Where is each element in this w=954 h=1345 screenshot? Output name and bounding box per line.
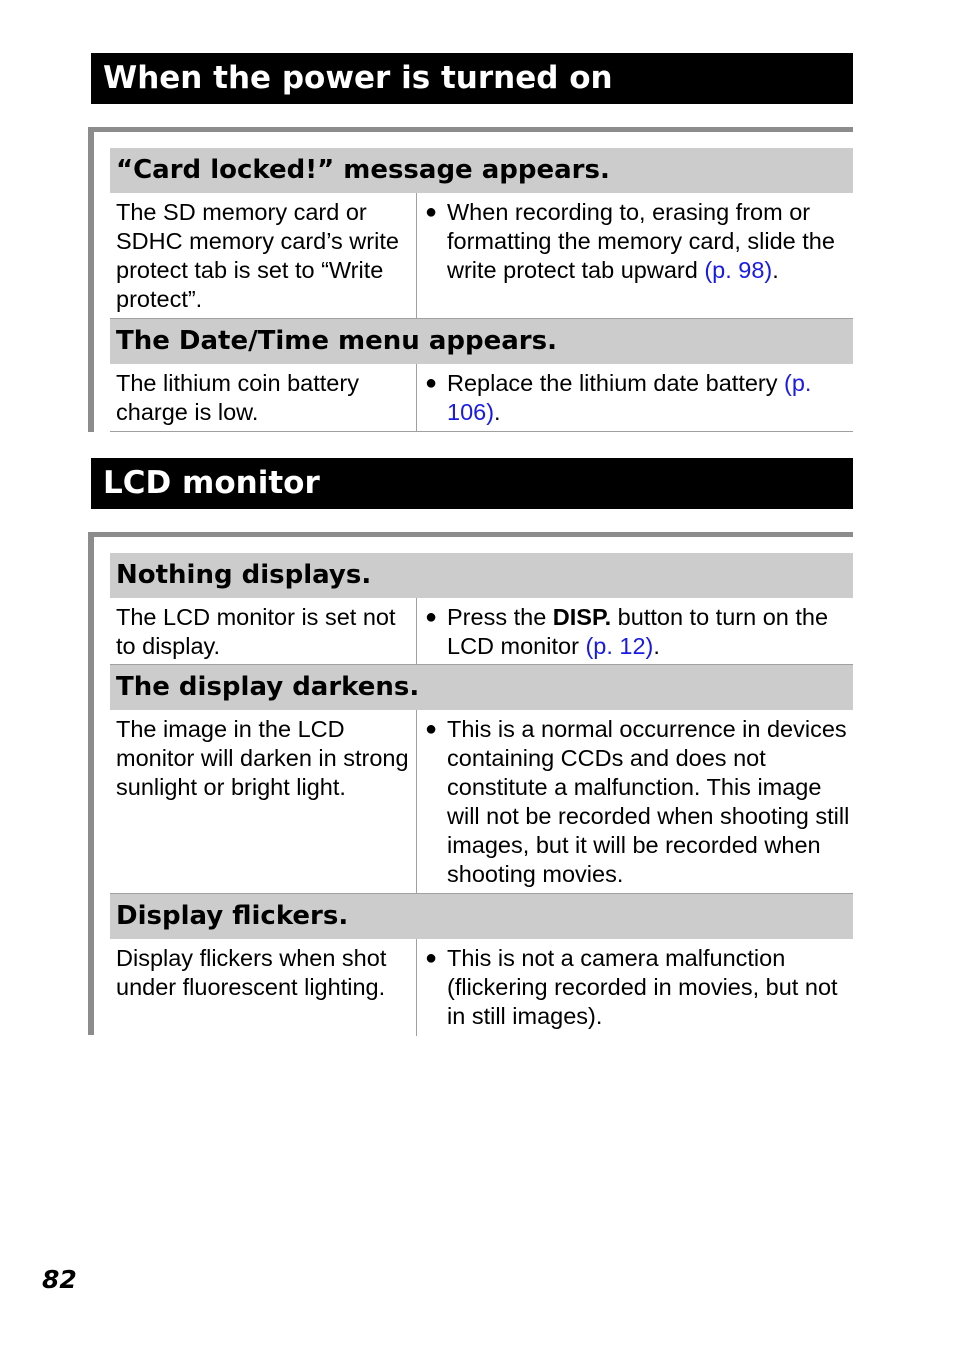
problem-heading: “Card locked!” message appears. bbox=[110, 148, 853, 193]
page-link[interactable]: (p. 12) bbox=[585, 633, 654, 659]
remedy-text: This is not a camera malfunction (flickering recorded in movies, but not in still images). bbox=[447, 945, 838, 1029]
cause-text: The image in the LCD monitor will darken in strong sunlight or bright light. bbox=[110, 710, 417, 893]
problem-heading: Nothing displays. bbox=[110, 553, 853, 598]
cause-text: The lithium coin battery charge is low. bbox=[110, 364, 417, 431]
remedy-cell bbox=[417, 598, 853, 664]
problem-heading: The Date/Time menu appears. bbox=[110, 319, 853, 364]
section-title-lcd: LCD monitor bbox=[91, 458, 853, 509]
problem-row bbox=[110, 193, 853, 319]
problem-heading: The display darkens. bbox=[110, 665, 853, 710]
problem-row bbox=[110, 710, 853, 894]
bullet-icon: ● bbox=[425, 372, 438, 394]
problem-heading: Display flickers. bbox=[110, 894, 853, 939]
section-title-power: When the power is turned on bbox=[91, 53, 853, 104]
bullet-icon: ● bbox=[425, 201, 438, 223]
troubleshooting-table-lcd bbox=[110, 553, 853, 1036]
cause-text: Display flickers when shot under fluorescent lighting. bbox=[110, 939, 417, 1036]
remedy-cell bbox=[417, 710, 853, 893]
page-link[interactable]: (p. 98) bbox=[704, 257, 773, 283]
remedy-text: Replace the lithium date battery (p. 106). bbox=[447, 370, 812, 425]
remedy-cell bbox=[417, 193, 853, 318]
remedy-cell bbox=[417, 364, 853, 431]
remedy-text: Press the DISP. button to turn on the LCD monitor (p. 12). bbox=[447, 604, 829, 659]
remedy-cell bbox=[417, 939, 853, 1036]
cause-text: The SD memory card or SDHC memory card’s write protect tab is set to “Write protect”. bbox=[110, 193, 417, 318]
bullet-icon: ● bbox=[425, 947, 438, 969]
problem-row bbox=[110, 364, 853, 432]
disp-button-label: DISP. bbox=[552, 604, 612, 630]
problem-row bbox=[110, 939, 853, 1036]
remedy-text: When recording to, erasing from or formatting the memory card, slide the write protect tab upward (p. 98). bbox=[447, 199, 835, 283]
cause-text: The LCD monitor is set not to display. bbox=[110, 598, 417, 664]
troubleshooting-table-power bbox=[110, 148, 853, 432]
page-link[interactable]: (p. 106) bbox=[447, 370, 812, 425]
problem-row bbox=[110, 598, 853, 665]
bullet-icon: ● bbox=[425, 718, 438, 740]
page-number: 82 bbox=[42, 1265, 77, 1294]
bullet-icon: ● bbox=[425, 606, 438, 628]
remedy-text: This is a normal occurrence in devices containing CCDs and does not constitute a malfunction. This image will not be recorded when shooting still images, but it will be recorded when shooting movies. bbox=[447, 716, 850, 887]
